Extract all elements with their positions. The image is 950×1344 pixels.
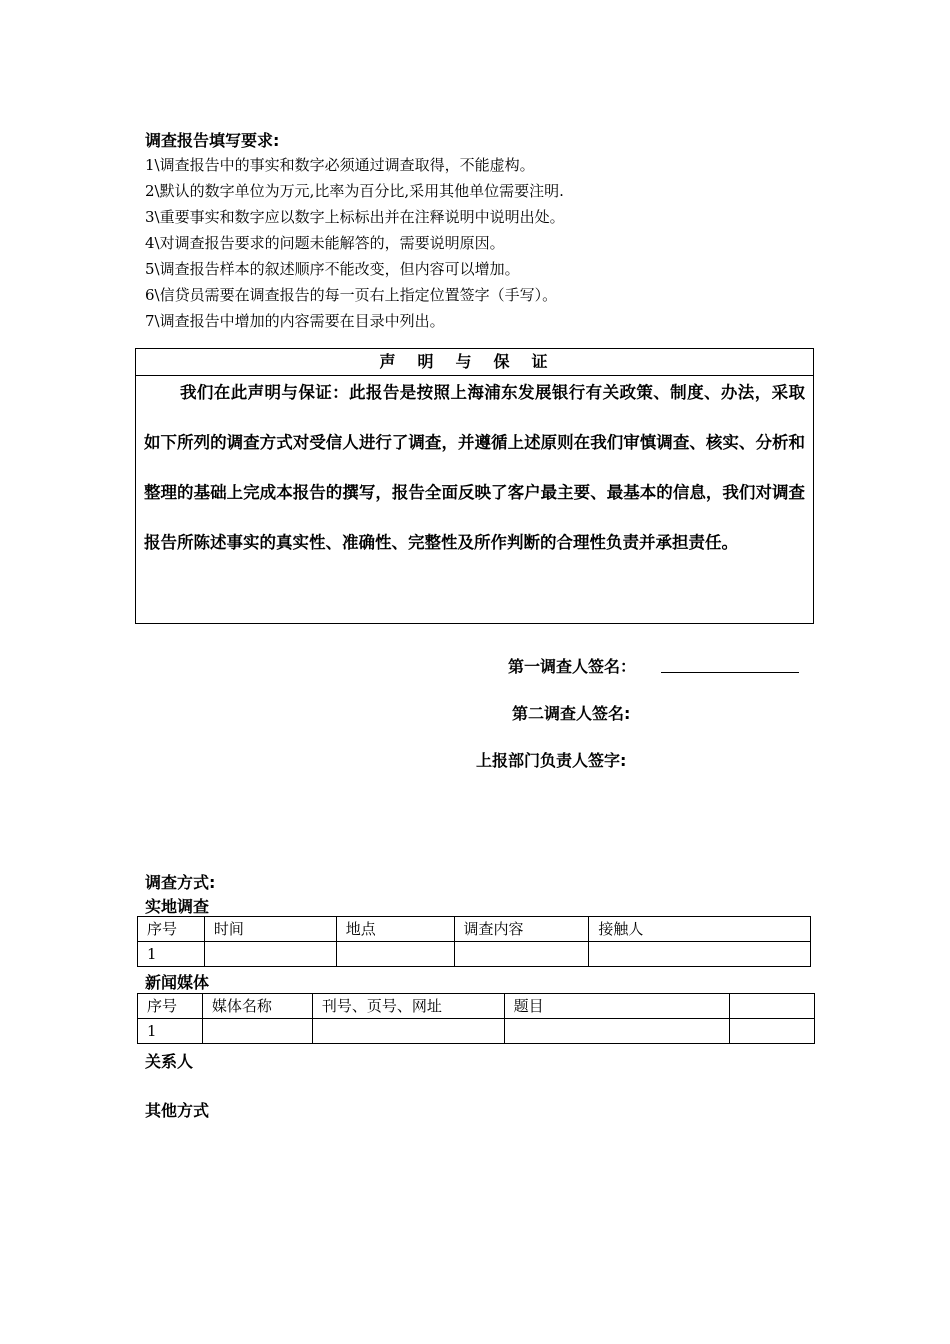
news-media-title: 新闻媒体 bbox=[145, 973, 210, 992]
table-cell[interactable] bbox=[730, 1019, 815, 1044]
second-investigator-signature-label: 第二调查人签名: bbox=[512, 704, 631, 723]
table-cell[interactable] bbox=[202, 1019, 312, 1044]
declaration-body: 我们在此声明与保证：此报告是按照上海浦东发展银行有关政策、制度、办法，采取如下所列的调查方式对受信人进行了调查，并遵循上述原则在我们审慎调查、核实、分析和整理的基础上完成本报告的撰写，报告全面反映了客户最主要、最基本的信息，我们对调查报告所陈述事实的真实性、准确性、完整性及所作判断的合理性负责并承担责任。 bbox=[144, 383, 805, 552]
table-cell[interactable] bbox=[312, 1019, 504, 1044]
first-investigator-signature-line[interactable] bbox=[661, 672, 799, 673]
header-cell: 媒体名称 bbox=[202, 994, 312, 1019]
table-row bbox=[138, 942, 811, 967]
header-cell: 刊号、页号、网址 bbox=[312, 994, 504, 1019]
first-investigator-signature-label: 第一调查人签名： bbox=[508, 657, 637, 676]
other-methods-title: 其他方式 bbox=[145, 1101, 210, 1120]
table-row bbox=[138, 1019, 815, 1044]
header-cell: 接触人 bbox=[589, 917, 811, 942]
header-cell: 题目 bbox=[504, 994, 730, 1019]
header-cell bbox=[730, 994, 815, 1019]
header-cell: 调查内容 bbox=[454, 917, 589, 942]
related-persons-title: 关系人 bbox=[145, 1052, 194, 1071]
requirement-item: 3\重要事实和数字应以数字上标标出并在注释说明中说明出处。 bbox=[145, 208, 565, 226]
requirement-item: 4\对调查报告要求的问题未能解答的，需要说明原因。 bbox=[145, 234, 505, 252]
investigation-methods-title: 调查方式: bbox=[145, 873, 216, 892]
department-head-signature-label: 上报部门负责人签字: bbox=[476, 751, 627, 770]
table-cell[interactable]: 1 bbox=[138, 942, 205, 967]
declaration-title: 声明与保证 bbox=[136, 349, 813, 376]
header-cell: 地点 bbox=[336, 917, 454, 942]
field-investigation-table bbox=[137, 916, 811, 967]
table-cell[interactable] bbox=[589, 942, 811, 967]
requirement-item: 6\信贷员需要在调查报告的每一页右上指定位置签字（手写）。 bbox=[145, 286, 558, 304]
requirement-item: 7\调查报告中增加的内容需要在目录中列出。 bbox=[145, 312, 445, 330]
requirement-item: 2\默认的数字单位为万元,比率为百分比,采用其他单位需要注明. bbox=[145, 182, 564, 200]
field-investigation-title: 实地调查 bbox=[145, 897, 210, 916]
requirement-item: 1\调查报告中的事实和数字必须通过调查取得，不能虚构。 bbox=[145, 156, 535, 174]
header-cell: 序号 bbox=[138, 994, 203, 1019]
table-cell[interactable]: 1 bbox=[138, 1019, 203, 1044]
header-cell: 时间 bbox=[204, 917, 336, 942]
table-cell[interactable] bbox=[336, 942, 454, 967]
table-cell[interactable] bbox=[454, 942, 589, 967]
table-header-row bbox=[138, 994, 815, 1019]
requirement-item: 5\调查报告样本的叙述顺序不能改变，但内容可以增加。 bbox=[145, 260, 520, 278]
table-cell[interactable] bbox=[204, 942, 336, 967]
header-cell: 序号 bbox=[138, 917, 205, 942]
news-media-table bbox=[137, 993, 815, 1044]
table-header-row bbox=[138, 917, 811, 942]
table-cell[interactable] bbox=[504, 1019, 730, 1044]
declaration-box bbox=[135, 348, 814, 624]
requirements-title: 调查报告填写要求: bbox=[145, 131, 280, 150]
requirements-list bbox=[145, 152, 565, 334]
